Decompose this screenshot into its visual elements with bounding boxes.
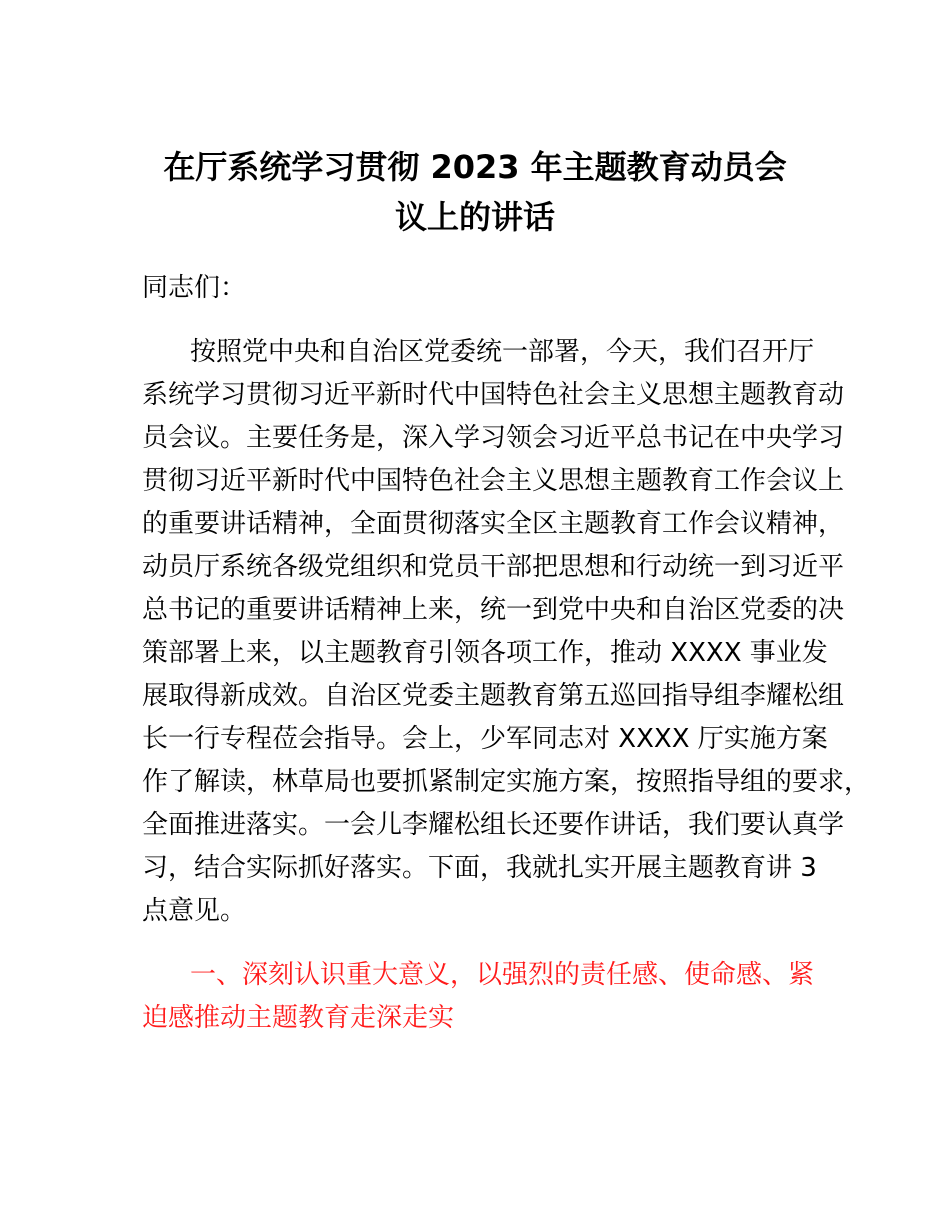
salutation: 同志们： — [142, 273, 247, 303]
paragraph-line: 动员厅系统各级党组织和党员干部把思想和行动统一到习近平 — [142, 552, 845, 582]
paragraph-line: 展取得新成效。自治区党委主题教育第五巡回指导组李耀松组 — [142, 681, 845, 711]
paragraph-line: 员会议。主要任务是，深入学习领会习近平总书记在中央学习 — [142, 423, 845, 453]
section-heading-line-2: 迫感推动主题教育走深走实 — [142, 1003, 455, 1033]
paragraph-line: 的重要讲话精神，全面贯彻落实全区主题教育工作会议精神， — [142, 509, 845, 539]
paragraph-line: 长一行专程莅会指导。会上，少军同志对 XXXX 厅实施方案 — [142, 724, 828, 754]
paragraph-line: 点意见。 — [142, 896, 247, 926]
paragraph-line: 策部署上来，以主题教育引领各项工作，推动 XXXX 事业发 — [142, 638, 828, 668]
paragraph-line: 全面推进落实。一会儿李耀松组长还要作讲话，我们要认真学 — [142, 810, 845, 840]
paragraph-line: 作了解读，林草局也要抓紧制定实施方案，按照指导组的要求， — [142, 767, 871, 797]
document-title-line-2: 议上的讲话 — [394, 198, 555, 236]
paragraph-line: 总书记的重要讲话精神上来，统一到党中央和自治区党委的决 — [142, 595, 845, 625]
paragraph-line: 系统学习贯彻习近平新时代中国特色社会主义思想主题教育动 — [142, 380, 845, 410]
document-title-line-1: 在厅系统学习贯彻 2023 年主题教育动员会 — [163, 148, 787, 186]
paragraph-line: 习，结合实际抓好落实。下面，我就扎实开展主题教育讲 3 — [142, 853, 817, 883]
paragraph-line: 按照党中央和自治区党委统一部署，今天，我们召开厅 — [190, 337, 815, 367]
paragraph-line: 贯彻习近平新时代中国特色社会主义思想主题教育工作会议上 — [142, 466, 845, 496]
section-heading-line-1: 一、深刻认识重大意义，以强烈的责任感、使命感、紧 — [190, 960, 815, 990]
